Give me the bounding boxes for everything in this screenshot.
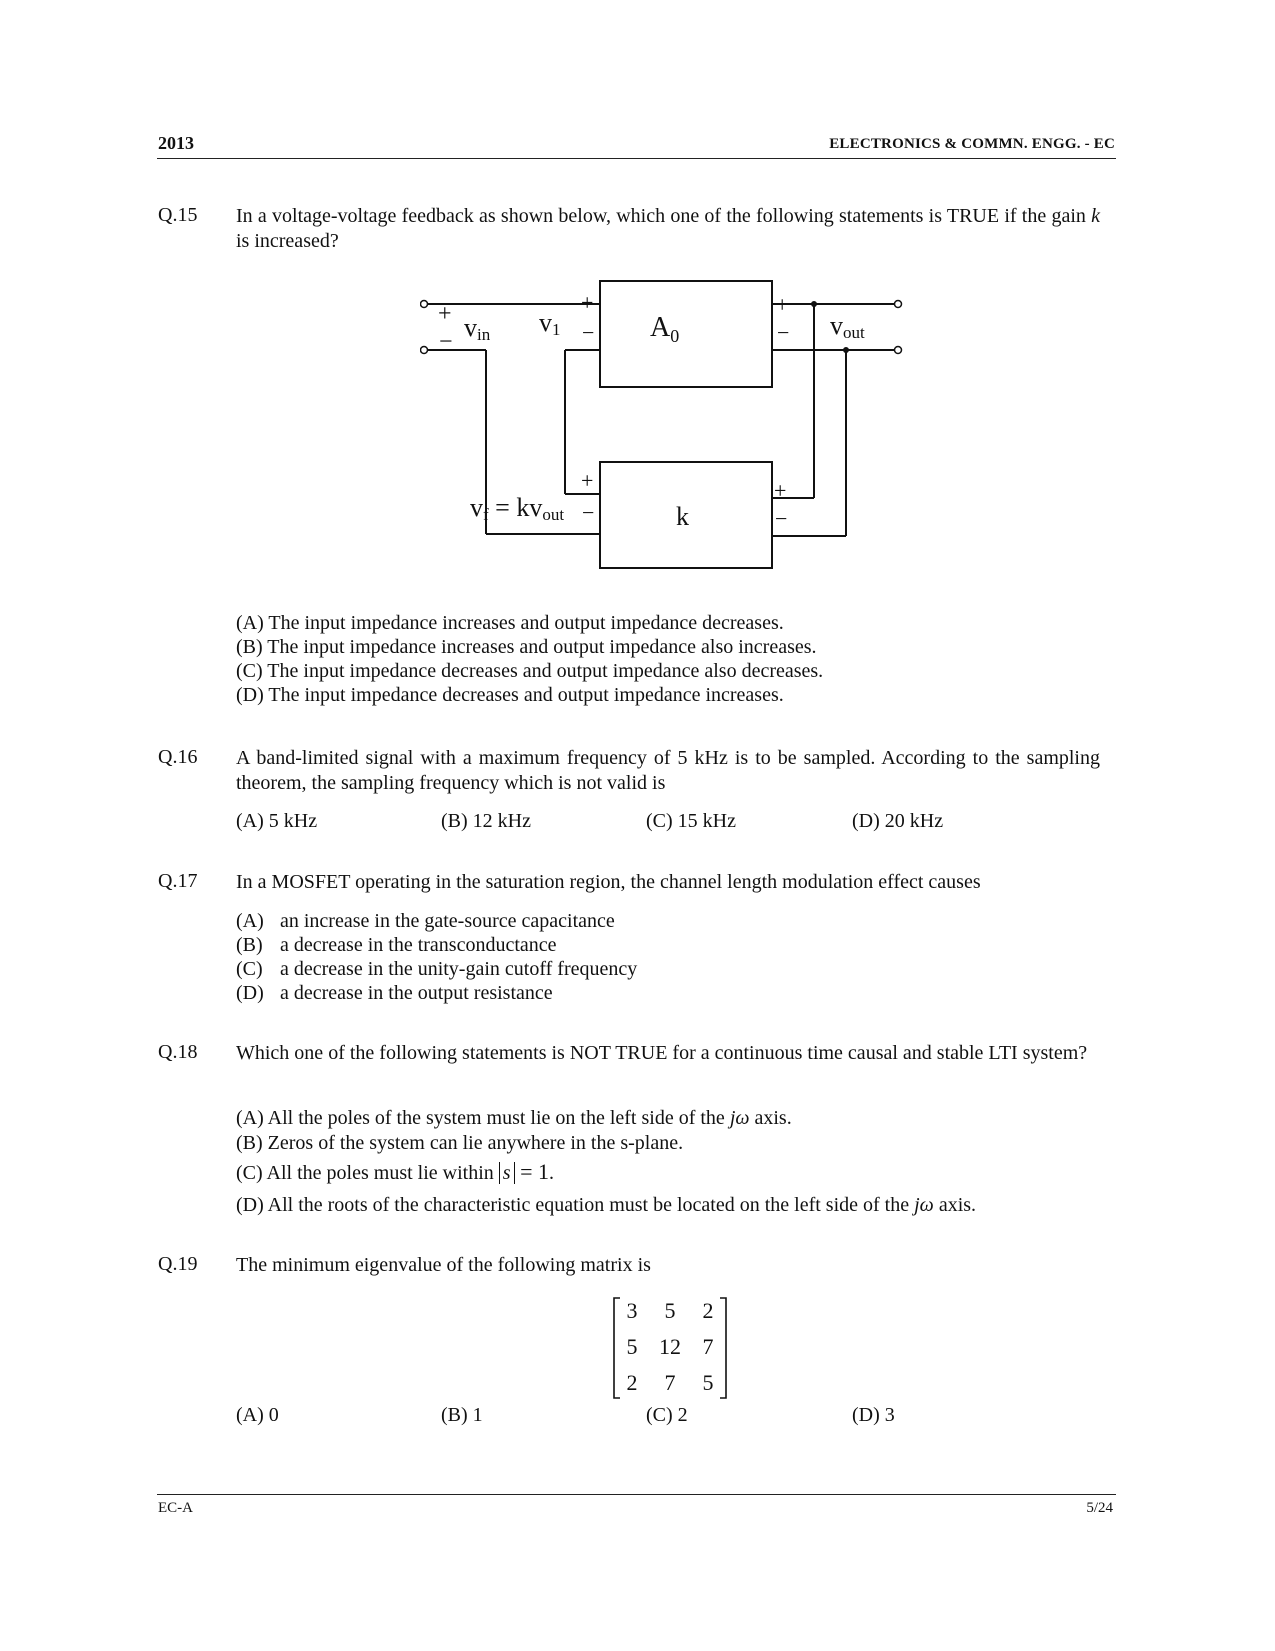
vf-label: vf = kvout <box>470 493 565 524</box>
q15-option-b: (B) The input impedance increases and output impedance also increases. <box>236 636 817 658</box>
q16-option-c: (C) 15 kHz <box>646 810 736 832</box>
eigen-matrix <box>610 1296 730 1400</box>
gain-symbol: k <box>1091 205 1100 227</box>
question-text-16: A band-limited signal with a maximum frequency of 5 kHz is to be sampled. According to the sampling theorem, the sampling frequency which is not valid is <box>236 747 1100 794</box>
amplifier-label: $A_0$ <box>650 312 680 346</box>
matrix-cell: 12 <box>659 1334 681 1359</box>
q15-option-d: (D) The input impedance decreases and output impedance increases. <box>236 684 784 706</box>
q17-option-c: (C) a decrease in the unity-gain cutoff frequency <box>236 958 638 980</box>
abs-value-s: s <box>499 1162 515 1184</box>
svg-text:−: − <box>439 329 453 355</box>
v1-label: v1 <box>539 308 561 339</box>
q15-option-a: (A) The input impedance increases and output impedance decreases. <box>236 612 784 634</box>
vout-label: vout <box>830 311 865 342</box>
q18-option-b: (B) Zeros of the system can lie anywhere in the s-plane. <box>236 1132 684 1154</box>
q19-option-a: (A) 0 <box>236 1404 279 1426</box>
question-text-17: In a MOSFET operating in the saturation region, the channel length modulation effect causes <box>236 871 981 893</box>
svg-text:+: + <box>774 478 787 503</box>
q17-option-a: (A) an increase in the gate-source capacitance <box>236 910 615 932</box>
q18-option-c: (C) All the poles must lie within s = 1. <box>236 1159 554 1184</box>
matrix-cell: 7 <box>702 1334 714 1359</box>
q19-option-b: (B) 1 <box>441 1404 483 1426</box>
question-number-15: Q.15 <box>158 204 198 226</box>
matrix-cell: 3 <box>626 1298 638 1323</box>
matrix-cell: 7 <box>664 1370 676 1395</box>
vin-label: vin <box>464 313 491 344</box>
exam-title: ELECTRONICS & COMMN. ENGG. - EC <box>829 136 1115 152</box>
q18-option-d: (D) All the roots of the characteristic equation must be located on the left side of the jω axis. <box>236 1194 977 1216</box>
q16-option-d: (D) 20 kHz <box>852 810 944 832</box>
matrix-cell: 2 <box>702 1298 714 1323</box>
svg-text:−: − <box>582 500 595 525</box>
svg-text:−: − <box>775 506 788 531</box>
svg-text:+: + <box>438 301 452 327</box>
q17-option-d: (D) a decrease in the output resistance <box>236 982 553 1004</box>
svg-text:+: + <box>776 292 789 317</box>
header-rule <box>157 158 1116 159</box>
svg-text:−: − <box>777 320 790 345</box>
svg-text:+: + <box>581 290 594 315</box>
question-text-18: Which one of the following statements is NOT TRUE for a continuous time causal and stable LTI system? <box>236 1042 1088 1064</box>
q18-option-a: (A) All the poles of the system must lie on the left side of the jω axis. <box>236 1107 792 1129</box>
matrix-cell: 2 <box>626 1370 638 1395</box>
matrix-cell: 5 <box>626 1334 638 1359</box>
q15-option-c: (C) The input impedance decreases and output impedance also decreases. <box>236 660 824 682</box>
question-number-19: Q.19 <box>158 1253 198 1275</box>
question-number-17: Q.17 <box>158 870 198 892</box>
matrix-cell: 5 <box>702 1370 714 1395</box>
exam-year: 2013 <box>158 133 194 153</box>
q19-option-d: (D) 3 <box>852 1404 895 1426</box>
matrix-cell: 5 <box>664 1298 676 1323</box>
feedback-circuit-diagram <box>420 276 920 576</box>
svg-text:−: − <box>582 320 595 345</box>
q16-option-b: (B) 12 kHz <box>441 810 531 832</box>
feedback-label: k <box>676 502 689 531</box>
svg-text:+: + <box>581 468 594 493</box>
q19-option-c: (C) 2 <box>646 1404 688 1426</box>
q17-option-b: (B) a decrease in the transconductance <box>236 934 557 956</box>
amplifier-block <box>600 281 772 387</box>
question-number-16: Q.16 <box>158 746 198 768</box>
question-number-18: Q.18 <box>158 1041 198 1063</box>
footer-rule <box>157 1494 1116 1495</box>
q16-option-a: (A) 5 kHz <box>236 810 318 832</box>
page-number: 5/24 <box>1086 1500 1113 1516</box>
question-text-19: The minimum eigenvalue of the following matrix is <box>236 1254 651 1276</box>
question-text-15: In a voltage-voltage feedback as shown below, which one of the following statements is TRUE if the gain k is increased? <box>236 205 1100 252</box>
paper-code: EC-A <box>158 1500 193 1516</box>
